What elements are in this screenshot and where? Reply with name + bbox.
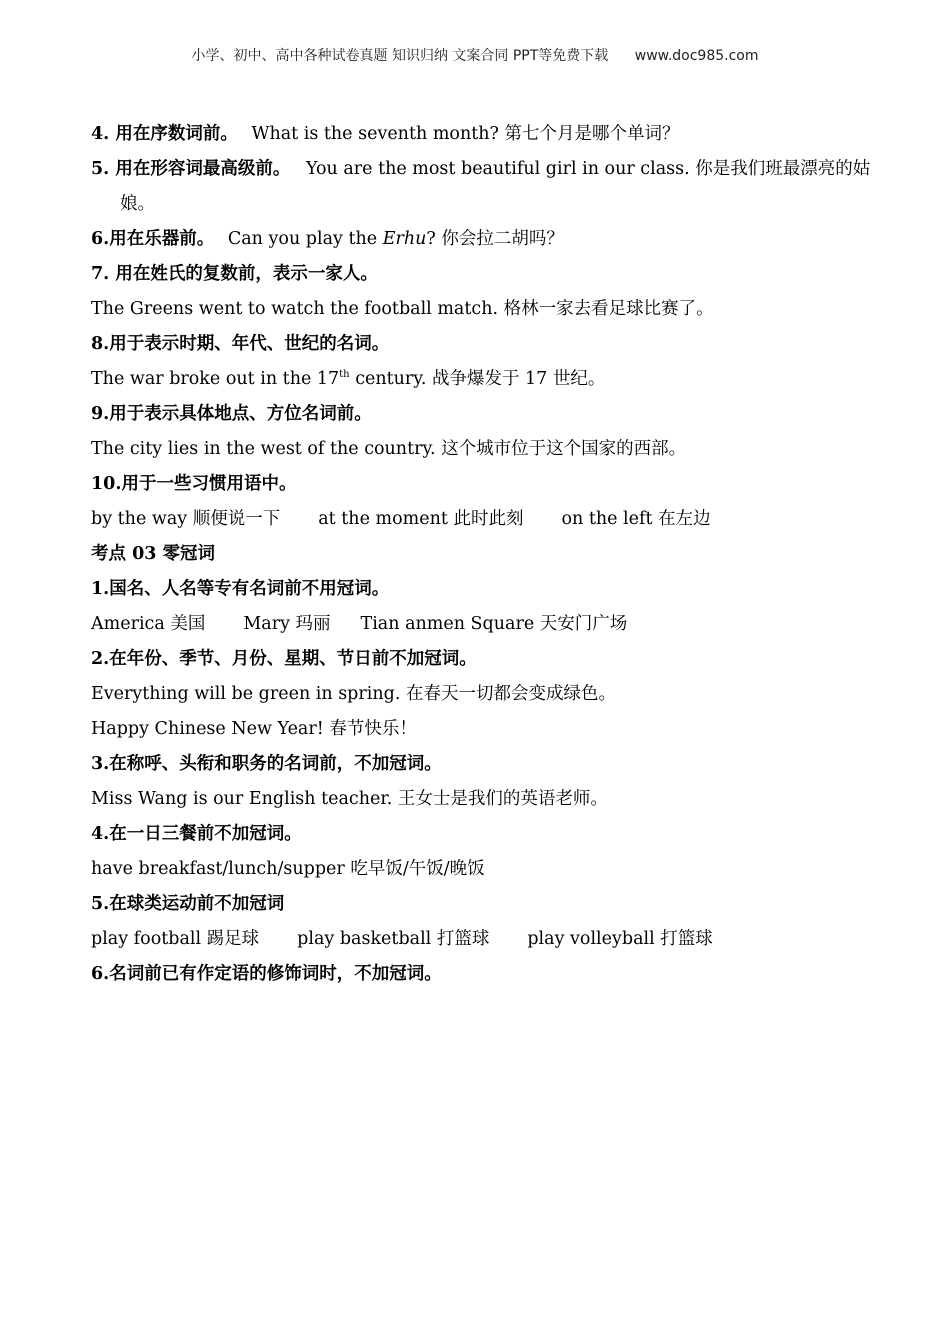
phrase-item: play volleyball 打篮球 (527, 929, 713, 949)
example-part: The war broke out in the 17 (91, 369, 340, 389)
example-italic: Erhu (382, 229, 427, 249)
phrase-item: America 美国 (91, 614, 206, 634)
rule-10-heading: 10.用于一些习惯用语中。 (91, 474, 297, 494)
zero-rule-5-heading: 5.在球类运动前不加冠词 (91, 894, 285, 914)
rule-7-example: The Greens went to watch the football match. 格林一家去看足球比赛了。 (91, 299, 714, 319)
header-text: 小学、初中、高中各种试卷真题 知识归纳 文案合同 PPT等免费下载 (191, 48, 609, 64)
zero-rule-2-example: Everything will be green in spring. 在春天一切都会变成绿色。 (91, 684, 616, 704)
document-body (91, 117, 871, 992)
zero-rule-1-examples (91, 607, 871, 642)
zero-rule-5-examples (91, 922, 871, 957)
header-site: www.doc985.com (634, 48, 759, 64)
phrase-item: by the way 顺便说一下 (91, 509, 281, 529)
example-text: What is the seventh month? 第七个月是哪个单词？ (251, 124, 680, 144)
example-text: You are the most beautiful girl in our class. 你是我们班最漂亮的姑 (305, 159, 871, 179)
phrase-item: at the moment 此时此刻 (318, 509, 524, 529)
example-part: ? 你会拉二胡吗？ (426, 229, 564, 249)
rule-9-example: The city lies in the west of the country. 这个城市位于这个国家的西部。 (91, 439, 687, 459)
phrase-item: on the left 在左边 (561, 509, 711, 529)
page-header (0, 45, 950, 65)
example-part: Can you play the (227, 229, 383, 249)
rule-8-example (91, 362, 871, 397)
phrase-item: play football 踢足球 (91, 929, 260, 949)
zero-rule-4-example: have breakfast/lunch/supper 吃早饭/午饭/晚饭 (91, 859, 485, 879)
example-part: century. 战争爆发于 17 世纪。 (349, 369, 606, 389)
rule-heading: 4. 用在序数词前。 (91, 124, 238, 144)
phrase-item: Tian anmen Square 天安门广场 (360, 614, 628, 634)
section-heading: 考点 03 零冠词 (91, 544, 216, 564)
zero-rule-2-example: Happy Chinese New Year! 春节快乐！ (91, 719, 417, 739)
rule-6-line (91, 222, 871, 257)
example-text (228, 229, 564, 249)
rule-4-line (91, 117, 871, 152)
rule-10-examples (91, 502, 871, 537)
rule-heading: 5. 用在形容词最高级前。 (91, 159, 291, 179)
zero-rule-3-heading: 3.在称呼、头衔和职务的名词前，不加冠词。 (91, 754, 442, 774)
zero-rule-3-example: Miss Wang is our English teacher. 王女士是我们的英语老师。 (91, 789, 608, 809)
superscript: th (339, 369, 350, 381)
rule-5-line (91, 152, 871, 222)
zero-rule-1-heading: 1.国名、人名等专有名词前不用冠词。 (91, 579, 390, 599)
example-text-continued: 娘。 (120, 194, 155, 214)
zero-rule-6-heading: 6.名词前已有作定语的修饰词时，不加冠词。 (91, 964, 442, 984)
phrase-item: play basketball 打篮球 (297, 929, 490, 949)
zero-rule-2-heading: 2.在年份、季节、月份、星期、节日前不加冠词。 (91, 649, 477, 669)
phrase-item: Mary 玛丽 (243, 614, 331, 634)
rule-8-heading: 8.用于表示时期、年代、世纪的名词。 (91, 334, 390, 354)
rule-9-heading: 9.用于表示具体地点、方位名词前。 (91, 404, 372, 424)
rule-heading: 6.用在乐器前。 (91, 229, 215, 249)
rule-7-heading: 7. 用在姓氏的复数前，表示一家人。 (91, 264, 378, 284)
zero-rule-4-heading: 4.在一日三餐前不加冠词。 (91, 824, 302, 844)
